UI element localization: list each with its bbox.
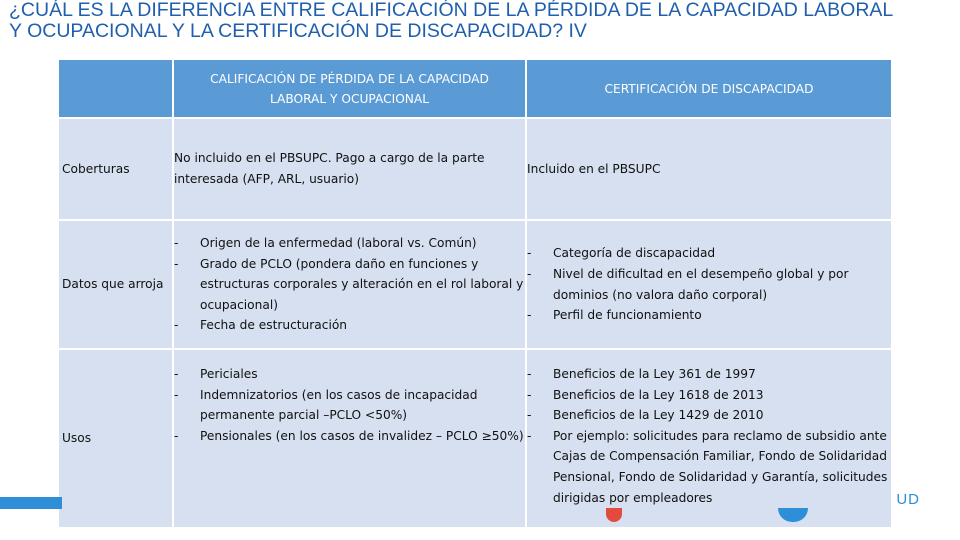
list-item: - Beneficios de la Ley 361 de 1997 [527, 364, 891, 385]
datos-pclo-list [174, 233, 525, 336]
row-label-usos: Usos [58, 349, 173, 528]
row-label-datos: Datos que arroja [58, 220, 173, 349]
dash-marker: - [174, 428, 179, 443]
list-item: - Periciales [174, 364, 525, 385]
list-item: - Origen de la enfermedad (laboral vs. Común) [174, 233, 525, 254]
dash-marker: - [527, 408, 532, 423]
footer-logo-text: UD [896, 491, 920, 508]
row-usos [58, 349, 892, 528]
list-item: - Fecha de estructuración [174, 315, 525, 336]
list-item: - Por ejemplo: solicitudes para reclamo de subsidio ante Cajas de Compensación Familiar, Fondo de Solidaridad Pensional, Fondo de Solidaridad y Garantía, solicitudes dirigidas por empleadores [527, 426, 891, 508]
dash-marker: - [527, 428, 532, 443]
dash-marker: - [174, 256, 179, 271]
list-item: - Pensionales (en los casos de invalidez – PCLO ≥50%) [174, 426, 525, 447]
usos-pclo-list [174, 364, 525, 446]
comparison-table [57, 58, 893, 529]
dash-marker: - [174, 318, 179, 333]
header-certificacion: CERTIFICACIÓN DE DISCAPACIDAD [526, 59, 892, 118]
datos-cert-list [527, 243, 891, 325]
list-item: - Nivel de dificultad en el desempeño global y por dominios (no valora daño corporal) [527, 264, 891, 305]
list-item: - Beneficios de la Ley 1429 de 2010 [527, 405, 891, 426]
usos-cert-list [527, 364, 891, 508]
table-header-row [58, 59, 892, 118]
dash-marker: - [174, 367, 179, 381]
list-item: - Perfil de funcionamiento [527, 305, 891, 326]
header-empty [58, 59, 173, 118]
list-item: - Grado de PCLO (pondera daño en funciones y estructuras corporales y alteración en el rol laboral y ocupacional) [174, 254, 525, 316]
dash-marker: - [527, 367, 532, 381]
slide-title: ¿CUÁL ES LA DIFERENCIA ENTRE CALIFICACIÓN DE LA PÉRDIDA DE LA CAPACIDAD LABORAL Y OCUPACIONAL Y LA CERTIFICACIÓN DE DISCAPACIDAD? IV [9, 0, 893, 42]
dash-marker: - [527, 266, 532, 281]
footer-accent-bar [0, 497, 62, 509]
usos-pclo [173, 349, 526, 528]
dash-marker: - [527, 246, 532, 261]
list-item: - Categoría de discapacidad [527, 243, 891, 264]
datos-pclo [173, 220, 526, 349]
dash-marker: - [527, 308, 532, 323]
dash-marker: - [174, 387, 179, 402]
header-pclo: CALIFICACIÓN DE PÉRDIDA DE LA CAPACIDAD LABORAL Y OCUPACIONAL [173, 59, 526, 118]
datos-cert [526, 220, 892, 349]
coberturas-pclo: No incluido en el PBSUPC. Pago a cargo de la parte interesada (AFP, ARL, usuario) [173, 118, 526, 220]
row-coberturas [58, 118, 892, 220]
dash-marker: - [174, 236, 179, 251]
dash-marker: - [527, 387, 532, 402]
list-item: - Beneficios de la Ley 1618 de 2013 [527, 385, 891, 406]
row-datos [58, 220, 892, 349]
usos-cert [526, 349, 892, 528]
list-item: - Indemnizatorios (en los casos de incapacidad permanente parcial –PCLO <50%) [174, 385, 525, 426]
coberturas-cert: Incluido en el PBSUPC [526, 118, 892, 220]
row-label-coberturas: Coberturas [58, 118, 173, 220]
